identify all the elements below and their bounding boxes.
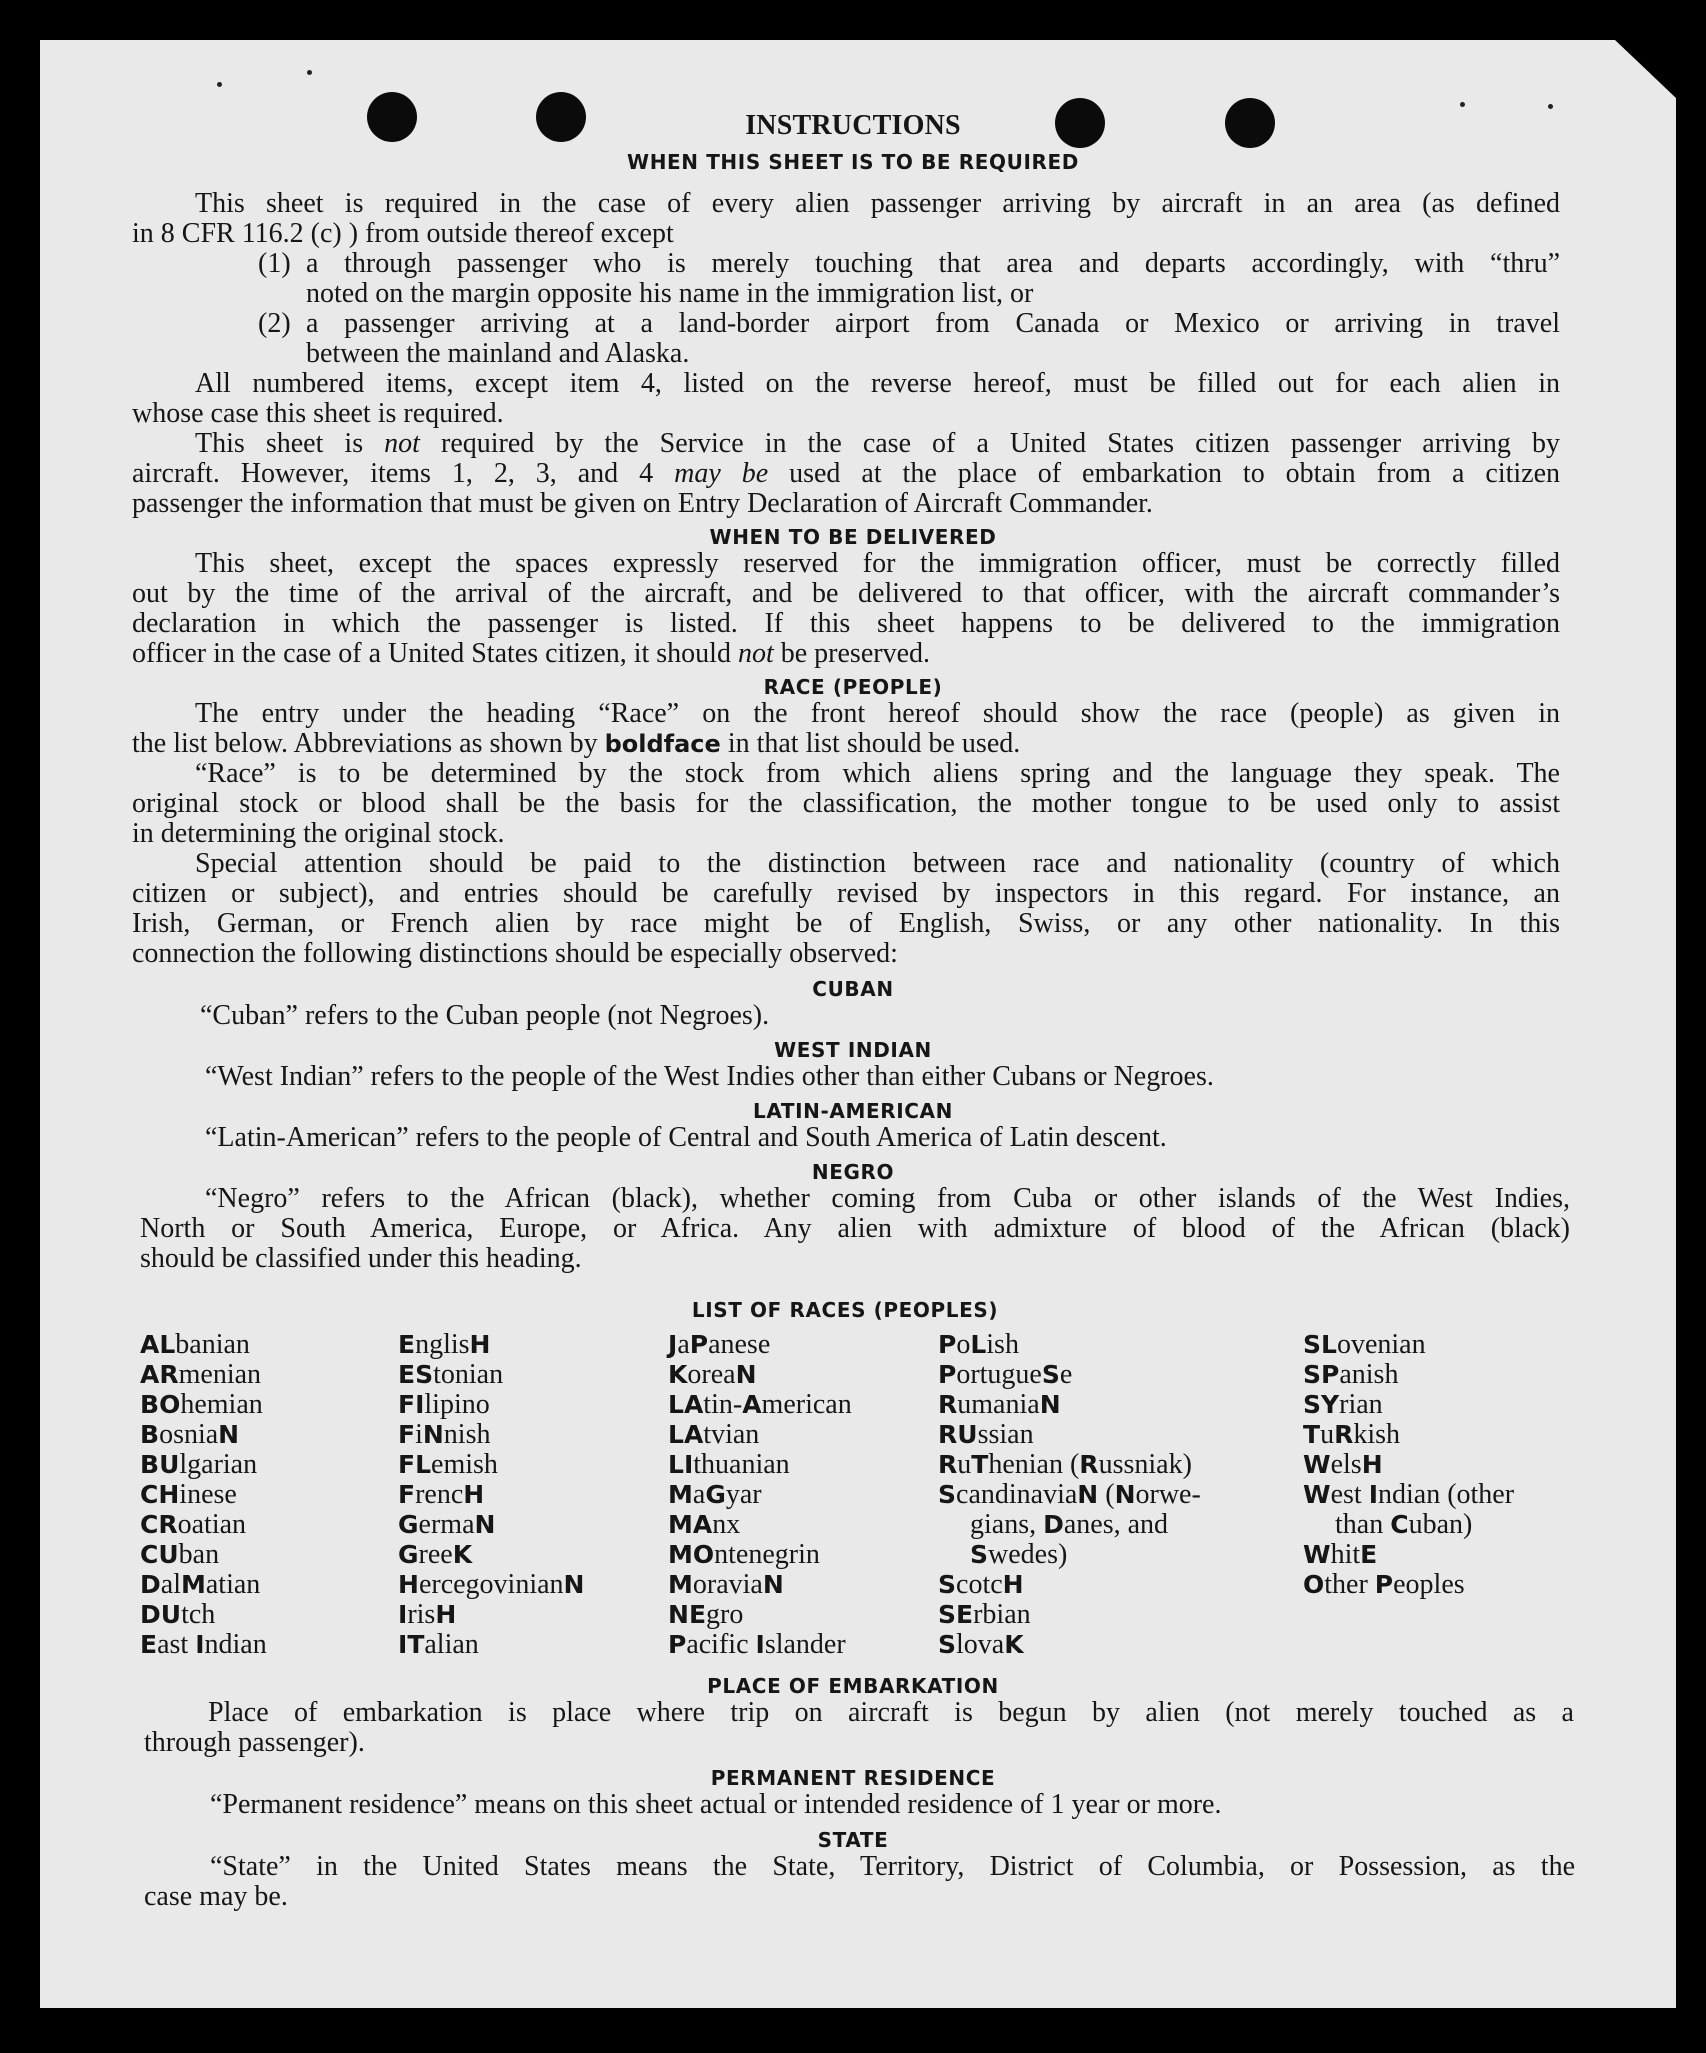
race-item: JaPanese: [668, 1329, 771, 1360]
heading-list-of-races: LIST OF RACES (PEOPLES): [691, 1298, 999, 1322]
s3-line: the list below. Abbreviations as shown by boldface in that list should be used.: [132, 728, 1021, 759]
page-title: INSTRUCTIONS: [745, 110, 961, 141]
speck: [1460, 102, 1465, 107]
race-item: CHinese: [140, 1479, 237, 1510]
west-indian-text: “West Indian” refers to the people of the West Indies other than either Cubans or Negroes.: [205, 1061, 1214, 1092]
race-item: CUban: [140, 1539, 220, 1570]
speck: [217, 82, 222, 87]
heading-cuban: CUBAN: [812, 977, 894, 1001]
race-item: KoreaN: [668, 1359, 757, 1390]
s1-p2-line: whose case this sheet is required.: [132, 398, 504, 429]
race-item: FrencH: [398, 1479, 485, 1510]
race-item: MAnx: [668, 1509, 741, 1540]
race-item: DalMatian: [140, 1569, 261, 1600]
s2-line: officer in the case of a United States citizen, it should not be preserved.: [132, 638, 931, 669]
latin-american-text: “Latin-American” refers to the people of Central and South America of Latin descent.: [205, 1122, 1167, 1153]
race-item: SYrian: [1303, 1389, 1383, 1420]
race-item: EnglisH: [398, 1329, 491, 1360]
exception-2-line: a passenger arriving at a land-border airport from Canada or Mexico or arriving in travel: [306, 308, 1560, 339]
race-item: than Cuban): [1335, 1509, 1473, 1540]
race-item: SPanish: [1303, 1359, 1399, 1390]
race-item: ALbanian: [140, 1329, 250, 1360]
s3-line: in determining the original stock.: [132, 818, 505, 849]
race-item: Pacific Islander: [668, 1629, 846, 1660]
race-item: SlovaK: [938, 1629, 1024, 1660]
race-item: WelsH: [1303, 1449, 1383, 1480]
state-line: “State” in the United States means the State, Territory, District of Columbia, or Possession, as the: [210, 1851, 1575, 1882]
s1-p3-line: aircraft. However, items 1, 2, 3, and 4 may be used at the place of embarkation to obtain from a citizen: [132, 458, 1561, 489]
race-item: RuThenian (Russniak): [938, 1449, 1192, 1480]
heading-negro: NEGRO: [811, 1160, 895, 1184]
race-column: [140, 1330, 267, 1660]
race-item: FiNnish: [398, 1419, 491, 1450]
s3-line: The entry under the heading “Race” on the front hereof should show the race (people) as given in: [195, 698, 1560, 729]
s3-line: connection the following distinctions should be especially observed:: [132, 938, 898, 969]
race-item: RumaniaN: [938, 1389, 1061, 1420]
race-item: West Indian (other: [1303, 1479, 1515, 1510]
heading-permanent-residence: PERMANENT RESIDENCE: [710, 1766, 996, 1790]
race-item: PortugueSe: [938, 1359, 1073, 1390]
negro-line: North or South America, Europe, or Africa. Any alien with admixture of blood of the African (black): [140, 1213, 1570, 1244]
heading-when-delivered: WHEN TO BE DELIVERED: [709, 525, 997, 549]
heading-race: RACE (PEOPLE): [763, 675, 943, 699]
race-item: DUtch: [140, 1599, 216, 1630]
cuban-text: “Cuban” refers to the Cuban people (not Negroes).: [200, 1000, 770, 1031]
race-item: SLovenian: [1303, 1329, 1426, 1360]
negro-line: “Negro” refers to the African (black), whether coming from Cuba or other islands of the West Indies,: [205, 1183, 1570, 1214]
state-line: case may be.: [144, 1881, 288, 1912]
exception-1-line: noted on the margin opposite his name in the immigration list, or: [306, 278, 1034, 309]
race-item: TuRkish: [1303, 1419, 1401, 1450]
s2-line: declaration in which the passenger is listed. If this sheet happens to be delivered to the immigration: [132, 608, 1560, 639]
embarkation-line: Place of embarkation is place where trip on aircraft is begun by alien (not merely touched as a: [208, 1697, 1574, 1728]
negro-line: should be classified under this heading.: [140, 1243, 582, 1274]
race-item: WhitE: [1303, 1539, 1378, 1570]
exception-1-line: a through passenger who is merely touching that area and departs accordingly, with “thru”: [306, 248, 1560, 279]
race-column: [1303, 1330, 1514, 1600]
speck: [307, 70, 312, 75]
heading-latin-american: LATIN-AMERICAN: [753, 1099, 953, 1123]
speck: [1548, 104, 1553, 109]
race-item: GermaN: [398, 1509, 496, 1540]
race-item: BosniaN: [140, 1419, 240, 1450]
heading-state: STATE: [817, 1828, 889, 1852]
s2-line: out by the time of the arrival of the aircraft, and be delivered to that officer, with the aircraft commander’s: [132, 578, 1560, 609]
race-item: BOhemian: [140, 1389, 263, 1420]
race-column: [938, 1330, 1201, 1660]
exception-1-number: (1): [258, 248, 291, 279]
race-column: [668, 1330, 852, 1660]
race-item: PoLish: [938, 1329, 1019, 1360]
heading-when-required: WHEN THIS SHEET IS TO BE REQUIRED: [627, 150, 1079, 174]
s2-line: This sheet, except the spaces expressly reserved for the immigration officer, must be correctly filled: [195, 548, 1560, 579]
s3-line: “Race” is to be determined by the stock from which aliens spring and the language they speak. The: [195, 758, 1560, 789]
race-item: HercegovinianN: [398, 1569, 585, 1600]
race-column: [398, 1330, 584, 1660]
race-item: LAtvian: [668, 1419, 760, 1450]
residence-text: “Permanent residence” means on this sheet actual or intended residence of 1 year or more.: [210, 1789, 1222, 1820]
s1-p3-line: This sheet is not required by the Service in the case of a United States citizen passenger arriving by: [195, 428, 1560, 459]
race-item: East Indian: [140, 1629, 267, 1660]
exception-2-number: (2): [258, 308, 291, 339]
heading-embarkation: PLACE OF EMBARKATION: [707, 1674, 999, 1698]
heading-west-indian: WEST INDIAN: [774, 1038, 932, 1062]
s3-line: Irish, German, or French alien by race might be of English, Swiss, or any other nationality. In this: [132, 908, 1560, 939]
race-item: FLemish: [398, 1449, 498, 1480]
race-item: ScotcH: [938, 1569, 1024, 1600]
race-item: IrisH: [398, 1599, 457, 1630]
race-item: MaGyar: [668, 1479, 762, 1510]
race-item: Other Peoples: [1303, 1569, 1465, 1600]
race-item: EStonian: [398, 1359, 504, 1390]
race-item: BUlgarian: [140, 1449, 258, 1480]
race-item: NEgro: [668, 1599, 744, 1630]
race-item: MoraviaN: [668, 1569, 784, 1600]
race-item: Swedes): [970, 1539, 1068, 1570]
s3-line: original stock or blood shall be the basis for the classification, the mother tongue to be used only to assist: [132, 788, 1560, 819]
race-item: CRoatian: [140, 1509, 247, 1540]
s3-line: Special attention should be paid to the distinction between race and nationality (country of which: [195, 848, 1560, 879]
race-item: GreeK: [398, 1539, 473, 1570]
race-item: FIlipino: [398, 1389, 490, 1420]
race-item: ITalian: [398, 1629, 479, 1660]
race-item: ScandinaviaN (Norwe-: [938, 1479, 1201, 1510]
exception-2-line: between the mainland and Alaska.: [306, 338, 690, 369]
s1-p1-line: in 8 CFR 116.2 (c) ) from outside thereof except: [132, 218, 674, 249]
s1-p1-line: This sheet is required in the case of every alien passenger arriving by aircraft in an area (as defined: [195, 188, 1560, 219]
embarkation-line: through passenger).: [144, 1727, 365, 1758]
s1-p3-line: passenger the information that must be given on Entry Declaration of Aircraft Commander.: [132, 488, 1153, 519]
race-item: SErbian: [938, 1599, 1031, 1630]
s3-line: citizen or subject), and entries should be carefully revised by inspectors in this regard. For instance, an: [132, 878, 1560, 909]
race-item: MOntenegrin: [668, 1539, 820, 1570]
race-item: RUssian: [938, 1419, 1034, 1450]
race-item: LAtin-American: [668, 1389, 852, 1420]
race-item: gians, Danes, and: [970, 1509, 1169, 1540]
s1-p2-line: All numbered items, except item 4, listed on the reverse hereof, must be filled out for each alien in: [195, 368, 1560, 399]
race-item: LIthuanian: [668, 1449, 790, 1480]
race-item: ARmenian: [140, 1359, 262, 1390]
